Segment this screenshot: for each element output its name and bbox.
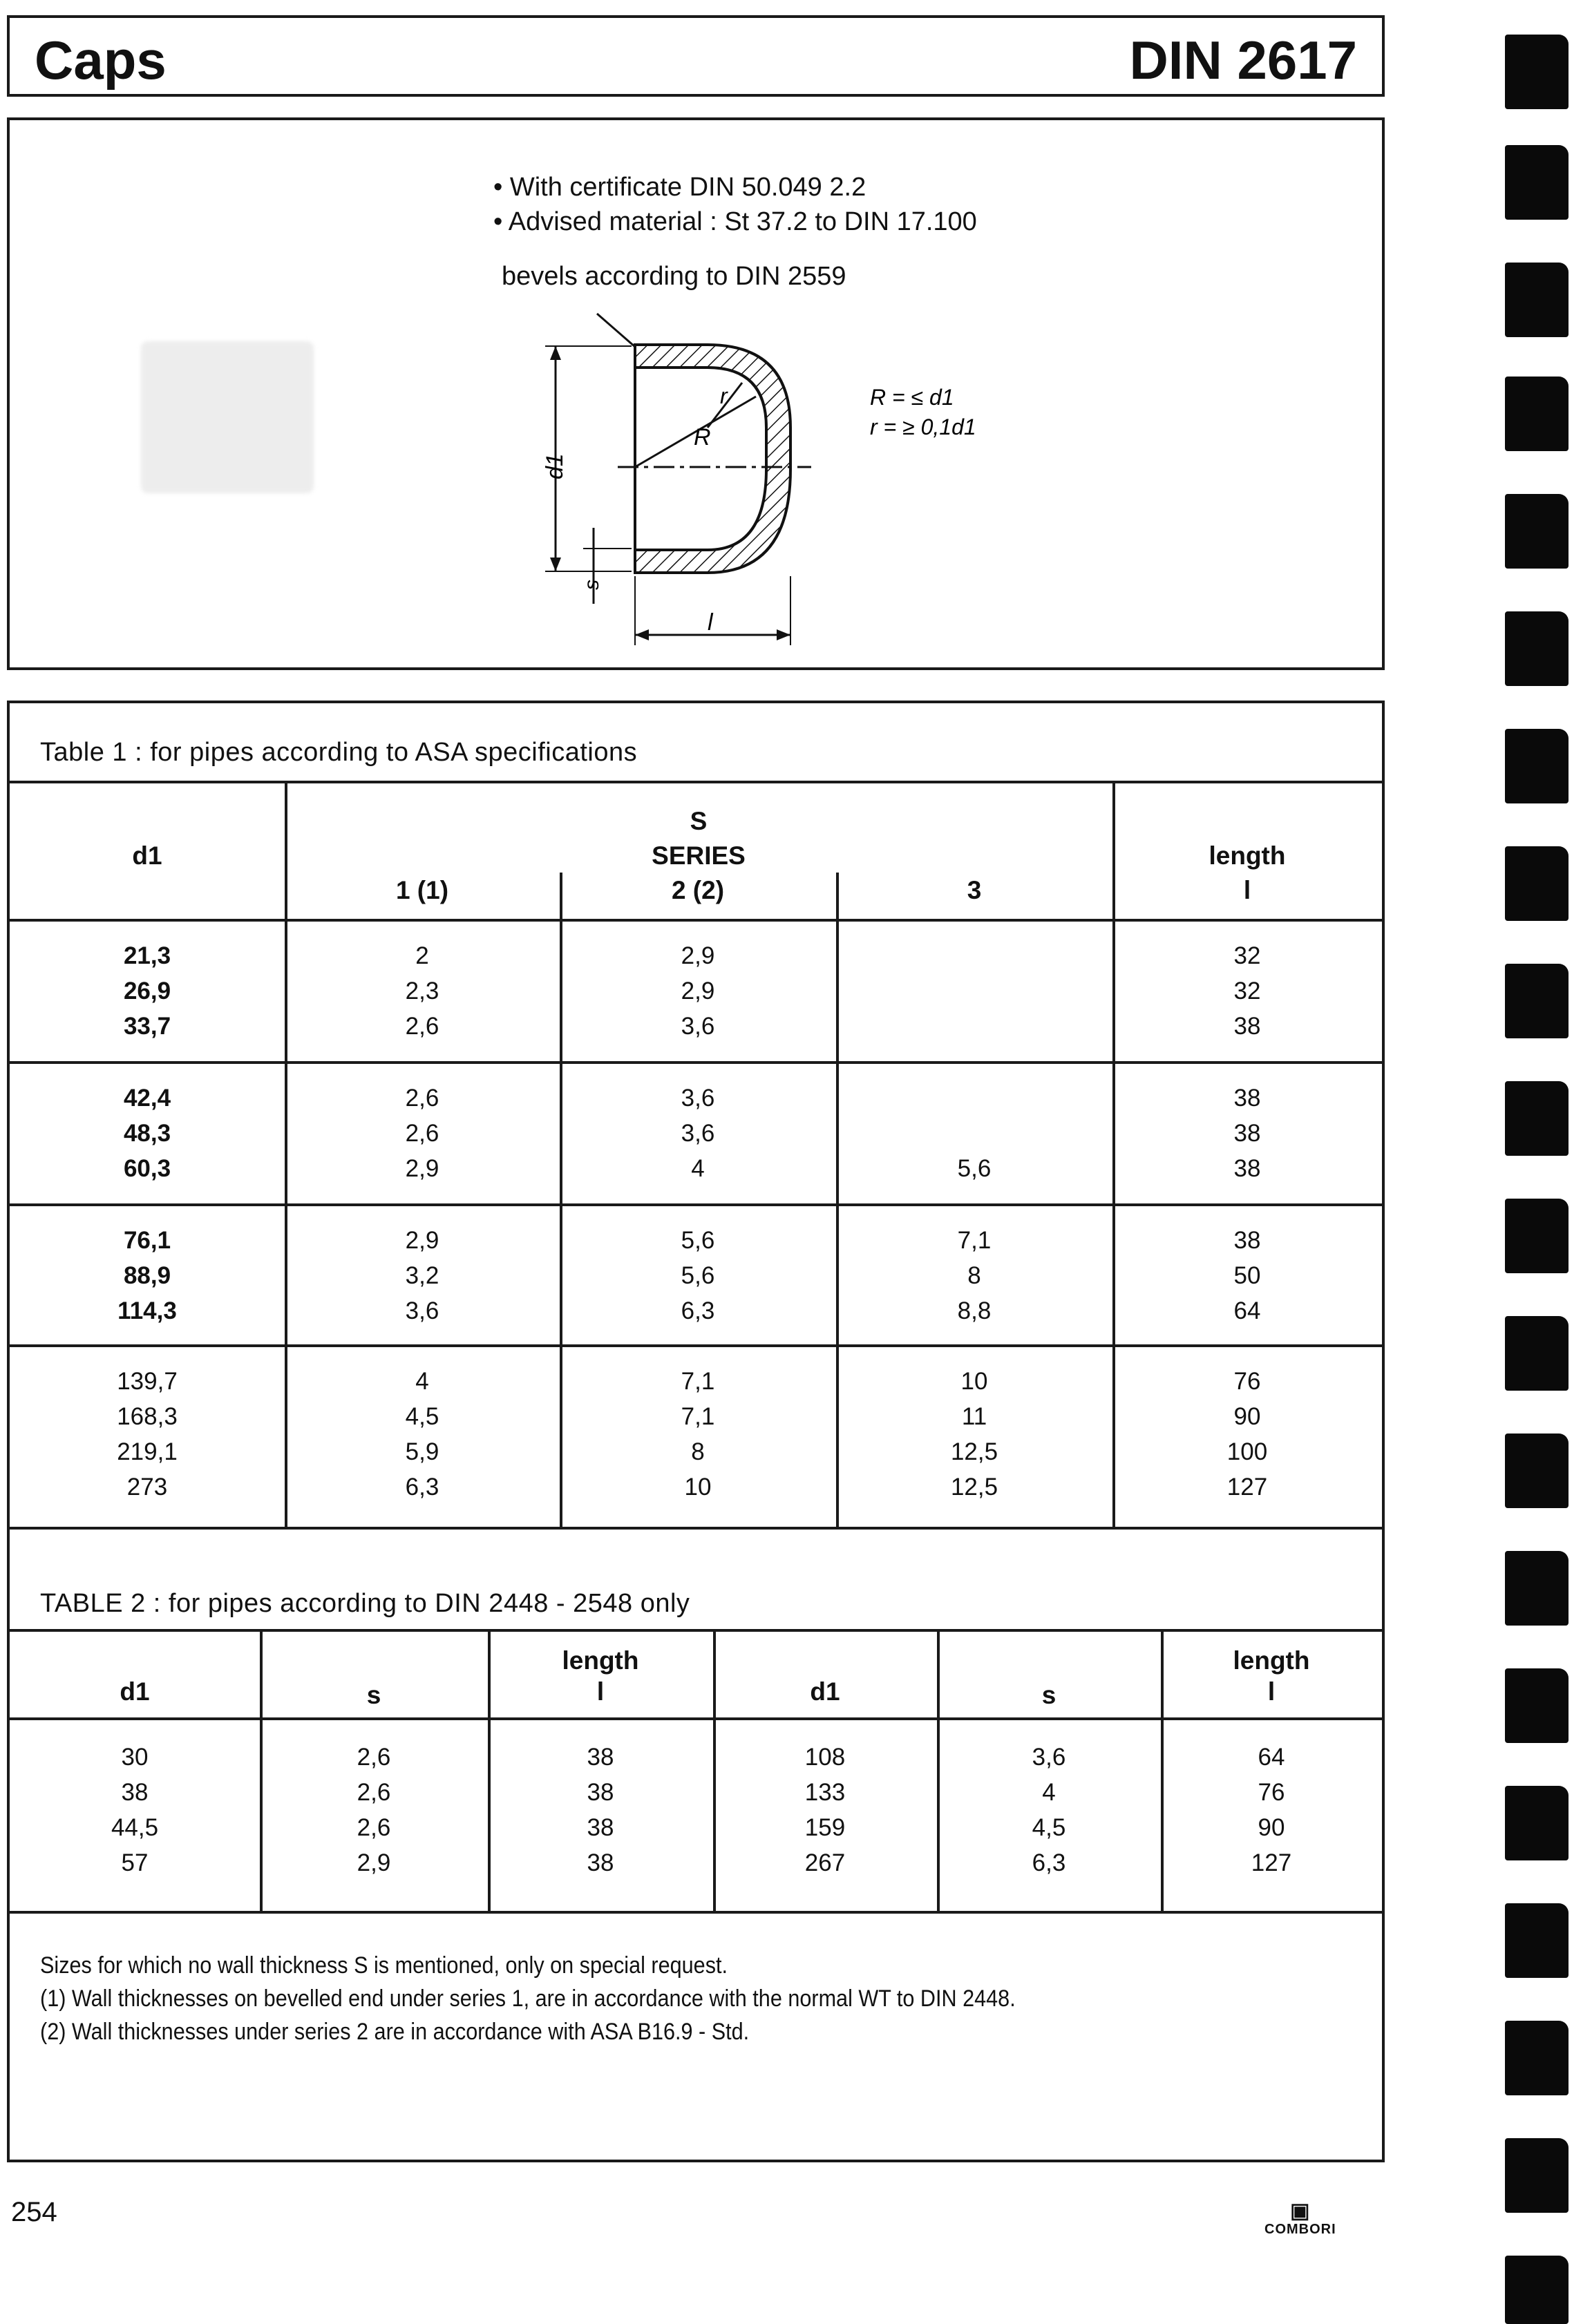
index-tab xyxy=(1505,377,1569,451)
rule xyxy=(10,1911,1382,1914)
rule xyxy=(10,781,1382,783)
t2-l-b: 64 76 90 127 xyxy=(1251,1744,1292,1876)
index-tab xyxy=(1505,1551,1569,1626)
t2-d1-b: 108 133 159 267 xyxy=(804,1744,846,1876)
index-tab xyxy=(1505,2138,1569,2213)
cap-drawing xyxy=(10,120,1382,667)
index-tab xyxy=(1505,1316,1569,1391)
t2-head-l: l xyxy=(596,1677,605,1706)
figure-panel xyxy=(7,117,1385,670)
rule xyxy=(10,1527,1382,1530)
index-tab xyxy=(1505,1199,1569,1273)
t1-g2-s1: 2,6 2,6 2,9 xyxy=(405,1085,439,1182)
table2-caption: TABLE 2 : for pipes according to DIN 2448 - 2548 only xyxy=(40,1589,690,1618)
t1-g3-s1: 2,9 3,2 3,6 xyxy=(405,1227,439,1324)
t2-head-length-b: length xyxy=(1233,1646,1310,1675)
index-tab xyxy=(1505,1903,1569,1978)
t1-g1-l: 32 32 38 xyxy=(1233,942,1261,1040)
index-tab xyxy=(1505,35,1569,109)
footnote-2: (2) Wall thicknesses under series 2 are in accordance with ASA B16.9 - Std. xyxy=(40,2019,750,2045)
label-l: l xyxy=(708,609,713,636)
label-s: s xyxy=(580,580,603,590)
t1-g3-s3: 7,1 8 8,8 xyxy=(957,1227,992,1324)
t2-head-s-b: s xyxy=(1041,1681,1056,1709)
index-tab xyxy=(1505,145,1569,220)
t2-s-b: 3,6 4 4,5 6,3 xyxy=(1032,1744,1066,1876)
page-title: Caps xyxy=(35,30,167,91)
index-tab xyxy=(1505,1081,1569,1156)
footnote-special: Sizes for which no wall thickness S is mentioned, only on special request. xyxy=(40,1952,728,1979)
standard-number: DIN 2617 xyxy=(1129,30,1357,91)
formula-r: r = ≥ 0,1d1 xyxy=(870,415,976,439)
t1-g2-d1: 42,4 48,3 60,3 xyxy=(123,1085,171,1182)
t1-g1-d1: 21,3 26,9 33,7 xyxy=(123,942,171,1040)
t1-g2-s2: 3,6 3,6 4 xyxy=(681,1085,715,1182)
t1-g1-s2: 2,9 2,9 3,6 xyxy=(681,942,715,1040)
company-logo xyxy=(1264,2201,1336,2238)
index-tab xyxy=(1505,846,1569,921)
t2-head-d1: d1 xyxy=(120,1677,150,1706)
t1-g2-s3: 5,6 xyxy=(957,1155,992,1182)
t2-d1-a: 30 38 44,5 57 xyxy=(111,1744,159,1876)
note-certificate: • With certificate DIN 50.049 2.2 xyxy=(493,173,866,202)
t1-g1-s1: 2 2,3 2,6 xyxy=(405,942,439,1040)
index-tab xyxy=(1505,729,1569,803)
t2-l-a: 38 38 38 38 xyxy=(587,1744,614,1876)
index-tab xyxy=(1505,1668,1569,1743)
t1-head-series1: 1 (1) xyxy=(395,876,449,904)
t1-g3-l: 38 50 64 xyxy=(1233,1227,1261,1324)
logo-text: COMBORI xyxy=(1264,2222,1336,2237)
t2-head-l-b: l xyxy=(1267,1677,1276,1706)
index-tab xyxy=(1505,494,1569,569)
index-tab xyxy=(1505,2021,1569,2095)
t1-g4-s1: 4 4,5 5,9 6,3 xyxy=(405,1368,439,1501)
t1-g3-d1: 76,1 88,9 114,3 xyxy=(117,1227,177,1324)
footnote-1: (1) Wall thicknesses on bevelled end under series 1, are in accordance with the normal WT to DIN 2448. xyxy=(40,1985,1016,2012)
rule xyxy=(10,1344,1382,1347)
t1-head-series: SERIES xyxy=(652,841,746,870)
t1-head-series3: 3 xyxy=(967,876,982,904)
t2-s-a: 2,6 2,6 2,6 2,9 xyxy=(357,1744,391,1876)
t2-head-s: s xyxy=(366,1681,381,1709)
index-tab xyxy=(1505,1434,1569,1508)
t1-g4-d1: 139,7 168,3 219,1 273 xyxy=(117,1368,178,1501)
logo-mark-icon: ▣ xyxy=(1290,2200,1311,2222)
formula-R: R = ≤ d1 xyxy=(870,385,954,410)
t2-head-d1-b: d1 xyxy=(810,1677,840,1706)
index-tab xyxy=(1505,611,1569,686)
label-R: R xyxy=(694,424,711,450)
note-material: • Advised material : St 37.2 to DIN 17.100 xyxy=(493,207,977,236)
tables-panel xyxy=(7,701,1385,2162)
index-tab xyxy=(1505,1786,1569,1860)
label-d1: d1 xyxy=(542,453,568,479)
bevels-note: bevels according to DIN 2559 xyxy=(502,262,846,291)
rule xyxy=(10,1629,1382,1632)
rule xyxy=(10,1061,1382,1064)
title-bar xyxy=(7,15,1385,97)
index-tab xyxy=(1505,964,1569,1038)
t1-g2-l: 38 38 38 xyxy=(1233,1085,1261,1182)
t1-head-d1: d1 xyxy=(132,841,162,870)
t1-g4-s2: 7,1 7,1 8 10 xyxy=(681,1368,715,1501)
label-r: r xyxy=(720,383,728,408)
rule xyxy=(10,919,1382,922)
t1-g4-s3: 10 11 12,5 12,5 xyxy=(950,1368,998,1501)
index-tab xyxy=(1505,2256,1569,2324)
rule xyxy=(10,1717,1382,1720)
index-tab xyxy=(1505,263,1569,337)
table1-caption: Table 1 : for pipes according to ASA specifications xyxy=(40,738,638,767)
t1-g3-s2: 5,6 5,6 6,3 xyxy=(681,1227,715,1324)
page-number: 254 xyxy=(11,2197,57,2227)
t2-head-length: length xyxy=(562,1646,639,1675)
rule xyxy=(10,1203,1382,1206)
t1-head-l: l xyxy=(1243,876,1251,904)
t1-g4-l: 76 90 100 127 xyxy=(1226,1368,1268,1501)
t1-head-s: S xyxy=(690,807,708,835)
t1-head-series2: 2 (2) xyxy=(671,876,725,904)
t1-head-length: length xyxy=(1209,841,1286,870)
